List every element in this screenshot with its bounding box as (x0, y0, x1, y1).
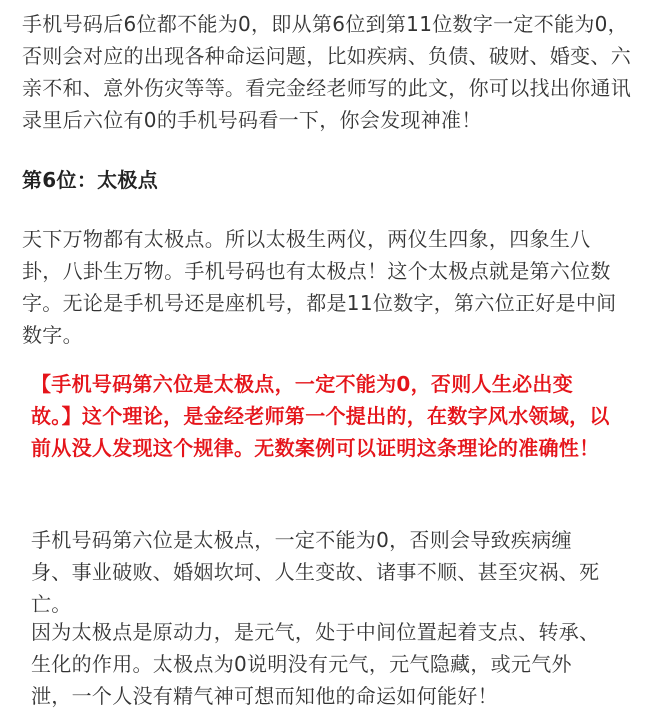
zero-consequence-paragraph: 手机号码第六位是太极点，一定不能为0，否则会导致疾病缠身、事业破败、婚姻坎坷、人生变故、诸事不顺、甚至灾祸、死亡。 (31, 528, 600, 616)
section-heading: 第6位：太极点 (22, 168, 159, 192)
yuanqi-paragraph: 因为太极点是原动力，是元气，处于中间位置起着支点、转承、生化的作用。太极点为0说明没有元气，元气隐藏，或元气外泄，一个人没有精气神可想而知他的命运如何能好！ (31, 620, 600, 708)
highlight-paragraph: 【手机号码第六位是太极点，一定不能为0，否则人生必出变故。】这个理论，是金经老师第一个提出的，在数字风水领域，以前从没人发现这个规律。无数案例可以证明这条理论的准确性！ (31, 372, 610, 460)
taiji-paragraph: 天下万物都有太极点。所以太极生两仪，两仪生四象，四象生八卦，八卦生万物。手机号码也有太极点！这个太极点就是第六位数字。无论是手机号还是座机号，都是11位数字，第六位正好是中间数字。 (22, 227, 617, 347)
intro-paragraph: 手机号码后6位都不能为0，即从第6位到第11位数字一定不能为0，否则会对应的出现各种命运问题，比如疾病、负债、破财、婚变、六亲不和、意外伤灾等等。看完金经老师写的此文，你可以找出你通讯录里后六位有0的手机号码看一下，你会发现神准！ (22, 12, 631, 132)
